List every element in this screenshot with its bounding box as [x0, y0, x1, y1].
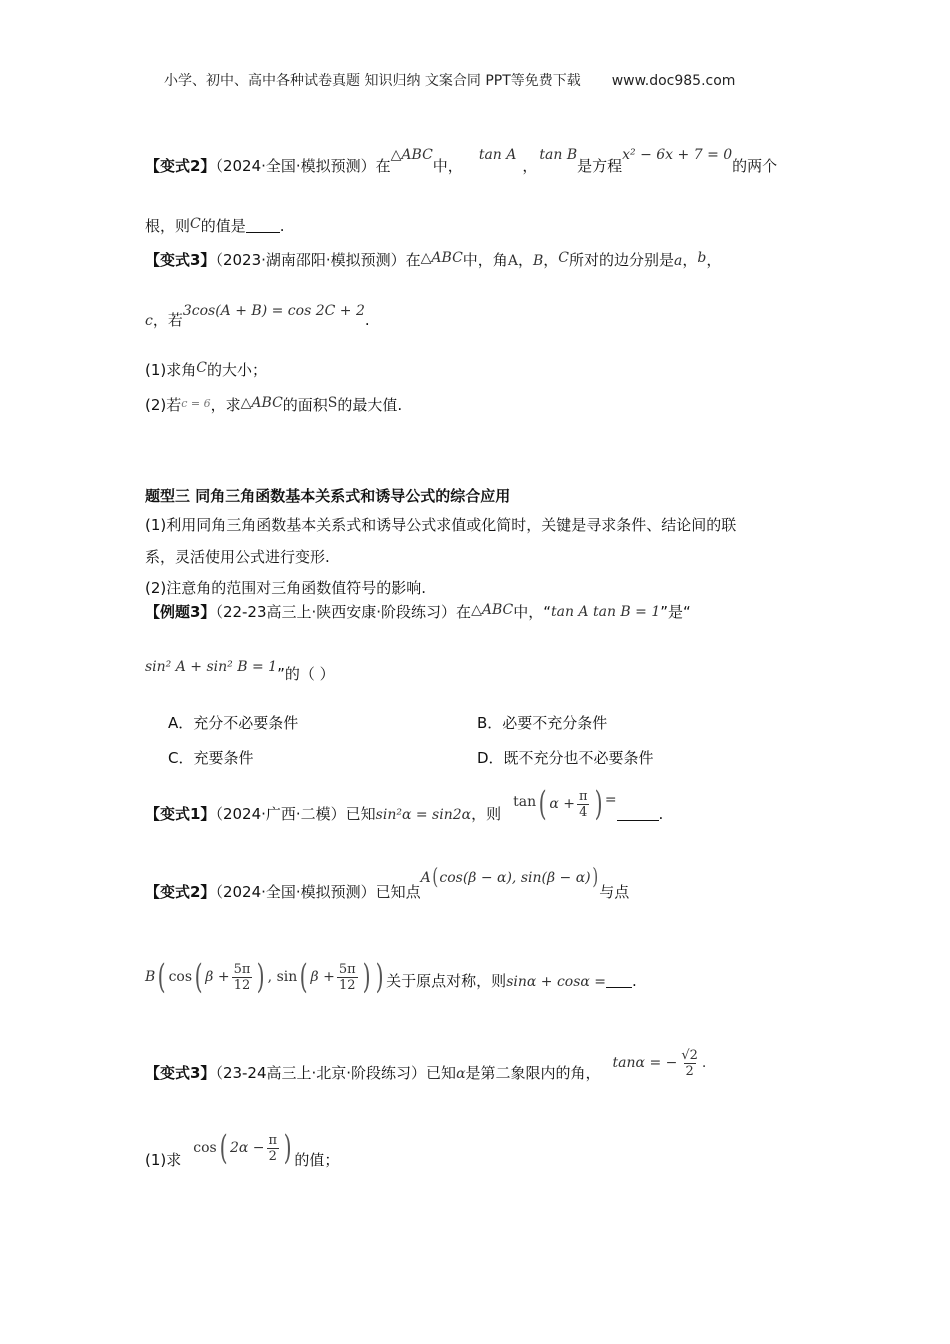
sin-squares-equation: sin² A + sin² B = 1 [145, 659, 278, 675]
denominator: 2 [268, 1148, 277, 1164]
variant2-question [145, 147, 778, 196]
math-a: A [507, 253, 518, 269]
section-title: 题型三 同角三角函数基本关系式和诱导公式的综合应用 [145, 487, 511, 505]
five-pi-over-12 [337, 962, 358, 993]
text: 是第二象限内的角， [465, 1063, 601, 1082]
text: 是方程 [577, 157, 623, 175]
section-point-1-cont: 系，灵活使用公式进行变形. [145, 548, 330, 566]
text: 中，角 [462, 251, 508, 269]
denominator: 12 [338, 977, 356, 993]
math-2alpha-minus: 2α − [229, 1140, 265, 1156]
question-label: 【变式3】 [145, 1063, 216, 1082]
header-text: 小学、初中、高中各种试卷真题 知识归纳 文案合同 PPT等免费下载 [164, 73, 581, 89]
numerator: 5π [338, 961, 356, 977]
numerator: π [579, 788, 588, 804]
variant2b-question-line2 [145, 950, 637, 1004]
question-source: （23-24高三上·北京·阶段练习）已知 [215, 1063, 457, 1082]
variant1-question [145, 778, 663, 830]
triangle-abc: △ABC [420, 250, 463, 266]
text: (2)若 [145, 396, 182, 414]
answer-blank[interactable] [246, 218, 280, 233]
numerator: √2 [681, 1047, 698, 1063]
section-point-2: (2)注意角的范围对三角函数值符号的影响. [145, 579, 427, 597]
question-label: 【变式2】 [145, 883, 216, 901]
left-paren: ( [219, 1128, 228, 1168]
denominator: 4 [579, 804, 588, 820]
question-source: （2024·全国·模拟预测）在 [215, 157, 391, 175]
text: (1)求角 [145, 361, 197, 379]
right-paren: ) [594, 784, 603, 824]
page-header [164, 70, 735, 90]
text: ，则 [471, 804, 502, 823]
section-point-1: (1)利用同角三角函数基本关系式和诱导公式求值或化简时，关键是寻求条件、结论间的联 [145, 516, 737, 534]
answer-blank[interactable] [606, 973, 632, 988]
example3-question [145, 602, 691, 623]
left-paren: ( [432, 865, 439, 890]
math-beta-plus: β + [310, 969, 335, 985]
text: 的面积 [282, 396, 328, 414]
point-a: A [420, 870, 431, 886]
text: 中， [432, 157, 463, 175]
point-a-coordinates: cos(β − α), sin(β − α) [439, 870, 591, 886]
right-paren: ) [591, 865, 598, 890]
variant3b-question [145, 1040, 706, 1086]
text: . [279, 217, 285, 235]
text: 根，则 [145, 217, 191, 235]
text: ， [543, 251, 559, 269]
point-b: B [145, 969, 156, 985]
math-c: C [558, 250, 569, 266]
triangle-abc: △ABC [240, 395, 283, 411]
option-c[interactable]: C．充要条件 [168, 749, 254, 767]
option-d[interactable]: D．既不充分也不必要条件 [477, 749, 654, 767]
sum-expression: sinα + cosα = [506, 973, 607, 990]
tan-product-equation: tan A tan B = 1 [550, 604, 661, 620]
math-alpha-plus: α + [549, 796, 575, 812]
numerator: π [268, 1132, 278, 1148]
left-paren: ( [194, 957, 203, 997]
math-c: C [190, 216, 201, 232]
text: 的值； [294, 1151, 340, 1169]
math-b-side: b [697, 250, 707, 266]
question-label: 【例题3】 [145, 603, 216, 621]
text: ， [517, 251, 533, 269]
left-paren: ( [538, 784, 547, 824]
variant2-question-line2 [145, 216, 285, 237]
left-paren: ( [299, 957, 308, 997]
text: (1)求 [145, 1151, 182, 1169]
numerator: 5π [233, 961, 251, 977]
text: ”的（ ） [277, 665, 335, 683]
question-source: （22-23高三上·陕西安康·阶段练习）在 [215, 603, 472, 621]
sin-equation: sin²α = sin2α [375, 806, 472, 823]
text: . [632, 971, 637, 990]
option-b[interactable]: B．必要不充分条件 [477, 714, 608, 732]
variant3b-part1 [145, 1122, 339, 1174]
text: ，求 [210, 396, 241, 414]
math-a-side: a [674, 253, 683, 269]
math-c-equals-6: c = 6 [181, 397, 211, 410]
text: ， [682, 251, 698, 269]
triangle-abc: △ABC [390, 147, 433, 163]
question-source: （2024·广西·二模）已知 [215, 804, 376, 823]
question-source: （2024·全国·模拟预测）已知点 [215, 883, 421, 901]
math-cos: cos [193, 1140, 217, 1156]
right-paren: ) [283, 1128, 292, 1168]
right-paren: ) [362, 957, 371, 997]
header-url[interactable]: www.doc985.com [611, 73, 736, 89]
denominator: 2 [685, 1063, 694, 1079]
text: 的大小； [206, 361, 267, 379]
question-label: 【变式1】 [145, 804, 216, 823]
math-c-side: c [145, 313, 153, 329]
text: ， [522, 157, 538, 175]
text: 中，“ [513, 603, 551, 621]
text: 关于原点对称，则 [386, 971, 507, 990]
text: . [364, 311, 370, 329]
text: 与点 [599, 883, 630, 901]
tan-alpha-equation: tanα = − [612, 1055, 678, 1071]
question-label: 【变式3】 [145, 251, 216, 269]
variant3-part2 [145, 395, 402, 417]
text: 的两个 [732, 157, 778, 175]
option-a[interactable]: A．充分不必要条件 [168, 714, 299, 732]
text: 的最大值. [337, 396, 403, 414]
math-beta-plus: β + [205, 969, 230, 985]
variant3-part1 [145, 360, 267, 381]
triangle-abc: △ABC [471, 602, 514, 618]
left-paren: ( [157, 957, 166, 997]
math-cos: cos [168, 969, 193, 985]
equals-sign: = [604, 792, 617, 808]
math-b: B [532, 253, 544, 269]
text: . [701, 1055, 707, 1071]
tan-a: tan A [478, 147, 517, 163]
math-c: C [196, 360, 207, 376]
right-paren: ) [375, 957, 384, 997]
math-alpha: α [456, 1065, 466, 1082]
variant2b-question [145, 862, 629, 902]
math-sin: , sin [267, 969, 298, 985]
math-s: S [327, 395, 338, 411]
variant3-question [145, 250, 721, 271]
denominator: 12 [233, 977, 251, 993]
question-source: （2023·湖南邵阳·模拟预测）在 [215, 251, 421, 269]
pi-over-2 [267, 1133, 280, 1164]
variant3-condition [145, 303, 370, 331]
text: ， [706, 251, 722, 269]
text: 所对的边分别是 [568, 251, 674, 269]
tan-b: tan B [539, 147, 578, 163]
quadratic-equation: x² − 6x + 7 = 0 [622, 147, 733, 163]
question-label: 【变式2】 [145, 157, 216, 175]
math-tan: tan [513, 794, 537, 810]
right-paren: ) [257, 957, 266, 997]
text: ”是“ [660, 603, 691, 621]
text: ，若 [152, 311, 183, 329]
sqrt2-over-2 [679, 1048, 700, 1079]
condition-equation: 3cos(A + B) = cos 2C + 2 [182, 303, 365, 319]
text: . [658, 805, 664, 823]
example3-question-line2 [145, 660, 335, 681]
answer-blank[interactable] [617, 806, 659, 821]
text: 的值是 [200, 217, 246, 235]
five-pi-over-12 [232, 962, 253, 993]
pi-over-4 [577, 789, 590, 820]
